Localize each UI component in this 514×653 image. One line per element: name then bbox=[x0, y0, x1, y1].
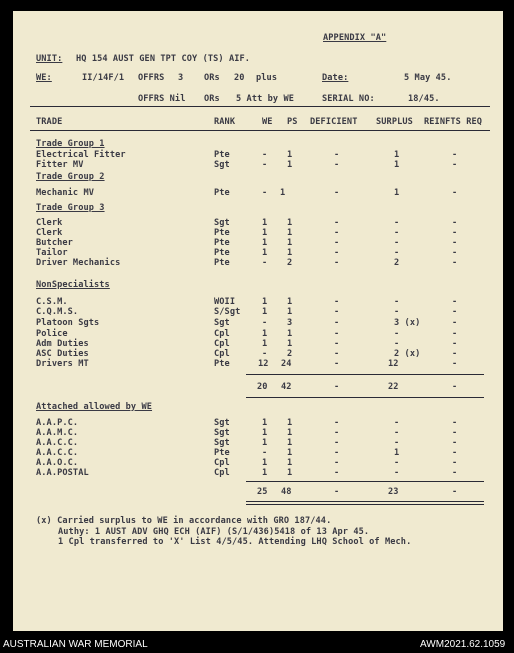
cell-surplus: 1 bbox=[394, 160, 400, 170]
we-label: WE: bbox=[36, 73, 52, 83]
cell-req: - bbox=[452, 438, 458, 448]
cell-trade: Fitter MV bbox=[36, 160, 84, 170]
cell-req: - bbox=[452, 238, 458, 248]
plus-text: plus bbox=[256, 73, 278, 83]
subtotal-rule-bottom bbox=[246, 397, 484, 398]
cell-we: - bbox=[262, 150, 268, 160]
cell-req: - bbox=[452, 359, 458, 369]
col-we: WE bbox=[262, 117, 273, 127]
cell-we: 1 bbox=[262, 428, 268, 438]
cell-req: - bbox=[452, 307, 458, 317]
cell-ps: 1 bbox=[287, 228, 293, 238]
cell-we: 1 bbox=[262, 339, 268, 349]
cell-rank: Pte bbox=[214, 188, 230, 198]
cell-surplus: - bbox=[394, 228, 400, 238]
note-line: Authy: 1 AUST ADV GHQ ECH (AIF) (S/1/436)5418 of 13 Apr 45. bbox=[58, 527, 370, 537]
cell-rank: Sgt bbox=[214, 438, 230, 448]
cell-rank: Pte bbox=[214, 258, 230, 268]
cell-deficient: - bbox=[334, 297, 340, 307]
cell-rank: Sgt bbox=[214, 418, 230, 428]
cell-ps: 1 bbox=[287, 468, 293, 478]
total-req: - bbox=[452, 487, 458, 497]
cell-surplus: - bbox=[394, 339, 400, 349]
cell-surplus: 1 bbox=[394, 150, 400, 160]
cell-req: - bbox=[452, 318, 458, 328]
group-heading: Trade Group 2 bbox=[36, 172, 105, 182]
cell-trade: ASC Duties bbox=[36, 349, 89, 359]
ors-label: ORs bbox=[204, 73, 220, 83]
cell-deficient: - bbox=[334, 418, 340, 428]
date-label: Date: bbox=[322, 73, 349, 83]
cell-deficient: - bbox=[334, 329, 340, 339]
cell-trade: A.A.POSTAL bbox=[36, 468, 89, 478]
cell-ps: 1 bbox=[287, 248, 293, 258]
unit-label: UNIT: bbox=[36, 54, 63, 64]
cell-deficient: - bbox=[334, 238, 340, 248]
cell-deficient: - bbox=[334, 248, 340, 258]
cell-ps: 1 bbox=[287, 329, 293, 339]
cell-rank: Cpl bbox=[214, 349, 230, 359]
cell-trade: Platoon Sgts bbox=[36, 318, 100, 328]
cell-surplus: 2 bbox=[394, 258, 400, 268]
total-rule-double-2 bbox=[246, 504, 484, 505]
note-line: 1 Cpl transferred to 'X' List 4/5/45. Attending LHQ School of Mech. bbox=[58, 537, 412, 547]
cell-ps: 2 bbox=[287, 349, 293, 359]
header-rule-bottom bbox=[30, 130, 490, 131]
cell-surplus: 1 bbox=[394, 448, 400, 458]
subtotal-req: - bbox=[452, 382, 458, 392]
cell-we: 1 bbox=[262, 238, 268, 248]
cell-req: - bbox=[452, 329, 458, 339]
subtotal-we: 20 bbox=[257, 382, 268, 392]
ors2-label: ORs bbox=[204, 94, 220, 104]
cell-we: 1 bbox=[262, 458, 268, 468]
cell-req: - bbox=[452, 258, 458, 268]
cell-trade: Mechanic MV bbox=[36, 188, 95, 198]
cell-surplus: - bbox=[394, 218, 400, 228]
cell-req: - bbox=[452, 418, 458, 428]
cell-surplus: - bbox=[394, 468, 400, 478]
col-rank: RANK bbox=[214, 117, 236, 127]
cell-rank: Sgt bbox=[214, 160, 230, 170]
cell-we: - bbox=[262, 318, 268, 328]
cell-trade: A.A.P.C. bbox=[36, 418, 79, 428]
cell-surplus: 3 (x) bbox=[394, 318, 421, 328]
total-ps: 48 bbox=[281, 487, 292, 497]
cell-surplus: - bbox=[394, 438, 400, 448]
total-we: 25 bbox=[257, 487, 268, 497]
cell-trade: A.A.C.C. bbox=[36, 448, 79, 458]
serial-value: 18/45. bbox=[408, 94, 440, 104]
cell-deficient: - bbox=[334, 349, 340, 359]
cell-surplus: 2 (x) bbox=[394, 349, 421, 359]
cell-rank: Cpl bbox=[214, 468, 230, 478]
cell-ps: 1 bbox=[287, 160, 293, 170]
cell-trade: C.Q.M.S. bbox=[36, 307, 79, 317]
cell-trade: A.A.M.C. bbox=[36, 428, 79, 438]
cell-ps: 1 bbox=[287, 438, 293, 448]
cell-deficient: - bbox=[334, 438, 340, 448]
cell-ps: 3 bbox=[287, 318, 293, 328]
cell-surplus: - bbox=[394, 428, 400, 438]
cell-trade: A.A.C.C. bbox=[36, 438, 79, 448]
cell-we: 1 bbox=[262, 248, 268, 258]
cell-req: - bbox=[452, 160, 458, 170]
cell-rank: Sgt bbox=[214, 218, 230, 228]
cell-we: 1 bbox=[262, 218, 268, 228]
cell-ps: 1 bbox=[287, 418, 293, 428]
cell-req: - bbox=[452, 150, 458, 160]
subtotal-rule bbox=[246, 374, 484, 375]
col-trade: TRADE bbox=[36, 117, 63, 127]
cell-req: - bbox=[452, 349, 458, 359]
cell-surplus: 12 bbox=[388, 359, 399, 369]
cell-deficient: - bbox=[334, 160, 340, 170]
cell-ps: 1 bbox=[287, 448, 293, 458]
cell-surplus: 1 bbox=[394, 188, 400, 198]
cell-trade: A.A.O.C. bbox=[36, 458, 79, 468]
total-surplus: 23 bbox=[388, 487, 399, 497]
cell-rank: Pte bbox=[214, 228, 230, 238]
cell-surplus: - bbox=[394, 248, 400, 258]
cell-trade: Clerk bbox=[36, 218, 63, 228]
col-deficient: DEFICIENT bbox=[310, 117, 358, 127]
cell-ps: 1 bbox=[287, 297, 293, 307]
cell-trade: C.S.M. bbox=[36, 297, 68, 307]
cell-deficient: - bbox=[334, 150, 340, 160]
cell-req: - bbox=[452, 339, 458, 349]
unit-value: HQ 154 AUST GEN TPT COY (TS) AIF. bbox=[76, 54, 251, 64]
cell-rank: WOII bbox=[214, 297, 236, 307]
cell-deficient: - bbox=[334, 468, 340, 478]
cell-surplus: - bbox=[394, 418, 400, 428]
cell-we: - bbox=[262, 188, 268, 198]
footer-credit: AUSTRALIAN WAR MEMORIAL bbox=[3, 639, 148, 650]
cell-trade: Police bbox=[36, 329, 68, 339]
footer-accession: AWM2021.62.1059 bbox=[420, 639, 506, 650]
cell-surplus: - bbox=[394, 329, 400, 339]
cell-req: - bbox=[452, 468, 458, 478]
cell-rank: Pte bbox=[214, 248, 230, 258]
cell-deficient: - bbox=[334, 307, 340, 317]
cell-rank: S/Sgt bbox=[214, 307, 241, 317]
total-deficient: - bbox=[334, 487, 340, 497]
cell-deficient: - bbox=[334, 458, 340, 468]
cell-rank: Pte bbox=[214, 150, 230, 160]
date-value: 5 May 45. bbox=[404, 73, 452, 83]
col-surplus: SURPLUS bbox=[376, 117, 413, 127]
total-rule bbox=[246, 481, 484, 482]
cell-ps: 1 bbox=[280, 188, 286, 198]
cell-ps: 24 bbox=[281, 359, 292, 369]
cell-trade: Driver Mechanics bbox=[36, 258, 121, 268]
cell-req: - bbox=[452, 248, 458, 258]
cell-rank: Pte bbox=[214, 359, 230, 369]
group-heading: NonSpecialists bbox=[36, 280, 110, 290]
offrs-value: 3 bbox=[178, 73, 184, 83]
cell-we: 1 bbox=[262, 307, 268, 317]
cell-req: - bbox=[452, 428, 458, 438]
cell-surplus: - bbox=[394, 297, 400, 307]
cell-we: - bbox=[262, 160, 268, 170]
cell-deficient: - bbox=[334, 359, 340, 369]
cell-deficient: - bbox=[334, 228, 340, 238]
offrs-label: OFFRS bbox=[138, 73, 165, 83]
cell-trade: Adm Duties bbox=[36, 339, 89, 349]
header-rule-top bbox=[30, 106, 490, 107]
cell-we: - bbox=[262, 258, 268, 268]
attached-by-we: 5 Att by WE bbox=[236, 94, 295, 104]
cell-req: - bbox=[452, 458, 458, 468]
ors-value: 20 bbox=[234, 73, 245, 83]
cell-we: 1 bbox=[262, 228, 268, 238]
cell-deficient: - bbox=[334, 318, 340, 328]
subtotal-deficient: - bbox=[334, 382, 340, 392]
offrs-nil: OFFRS Nil bbox=[138, 94, 186, 104]
cell-req: - bbox=[452, 228, 458, 238]
cell-ps: 1 bbox=[287, 458, 293, 468]
group-heading: Trade Group 3 bbox=[36, 203, 105, 213]
cell-deficient: - bbox=[334, 448, 340, 458]
cell-deficient: - bbox=[334, 218, 340, 228]
we-value: II/14F/1 bbox=[82, 73, 125, 83]
cell-we: 1 bbox=[262, 329, 268, 339]
cell-we: - bbox=[262, 349, 268, 359]
cell-rank: Cpl bbox=[214, 458, 230, 468]
cell-trade: Butcher bbox=[36, 238, 73, 248]
serial-label: SERIAL NO: bbox=[322, 94, 375, 104]
cell-rank: Sgt bbox=[214, 318, 230, 328]
cell-deficient: - bbox=[334, 188, 340, 198]
cell-req: - bbox=[452, 188, 458, 198]
cell-we: 1 bbox=[262, 438, 268, 448]
total-rule-double-1 bbox=[246, 501, 484, 502]
cell-we: 1 bbox=[262, 468, 268, 478]
cell-rank: Pte bbox=[214, 448, 230, 458]
cell-ps: 2 bbox=[287, 258, 293, 268]
cell-rank: Cpl bbox=[214, 339, 230, 349]
cell-deficient: - bbox=[334, 428, 340, 438]
note-line: (x) Carried surplus to WE in accordance with GRO 187/44. bbox=[36, 516, 332, 526]
cell-ps: 1 bbox=[287, 428, 293, 438]
cell-we: 12 bbox=[258, 359, 269, 369]
subtotal-surplus: 22 bbox=[388, 382, 399, 392]
cell-we: 1 bbox=[262, 297, 268, 307]
cell-trade: Electrical Fitter bbox=[36, 150, 126, 160]
cell-rank: Sgt bbox=[214, 428, 230, 438]
cell-ps: 1 bbox=[287, 307, 293, 317]
cell-deficient: - bbox=[334, 339, 340, 349]
cell-surplus: - bbox=[394, 238, 400, 248]
group-heading: Attached allowed by WE bbox=[36, 402, 153, 412]
cell-surplus: - bbox=[394, 458, 400, 468]
cell-ps: 1 bbox=[287, 238, 293, 248]
cell-surplus: - bbox=[394, 307, 400, 317]
cell-trade: Clerk bbox=[36, 228, 63, 238]
cell-ps: 1 bbox=[287, 218, 293, 228]
cell-req: - bbox=[452, 448, 458, 458]
cell-trade: Tailor bbox=[36, 248, 68, 258]
cell-ps: 1 bbox=[287, 150, 293, 160]
subtotal-ps: 42 bbox=[281, 382, 292, 392]
group-heading: Trade Group 1 bbox=[36, 139, 105, 149]
cell-req: - bbox=[452, 297, 458, 307]
cell-trade: Drivers MT bbox=[36, 359, 89, 369]
cell-req: - bbox=[452, 218, 458, 228]
cell-rank: Cpl bbox=[214, 329, 230, 339]
cell-deficient: - bbox=[334, 258, 340, 268]
cell-rank: Pte bbox=[214, 238, 230, 248]
appendix-title: APPENDIX "A" bbox=[323, 33, 387, 43]
cell-we: 1 bbox=[262, 418, 268, 428]
cell-we: - bbox=[262, 448, 268, 458]
col-reinfts-req: REINFTS REQ bbox=[424, 117, 483, 127]
cell-ps: 1 bbox=[287, 339, 293, 349]
col-ps: PS bbox=[287, 117, 298, 127]
